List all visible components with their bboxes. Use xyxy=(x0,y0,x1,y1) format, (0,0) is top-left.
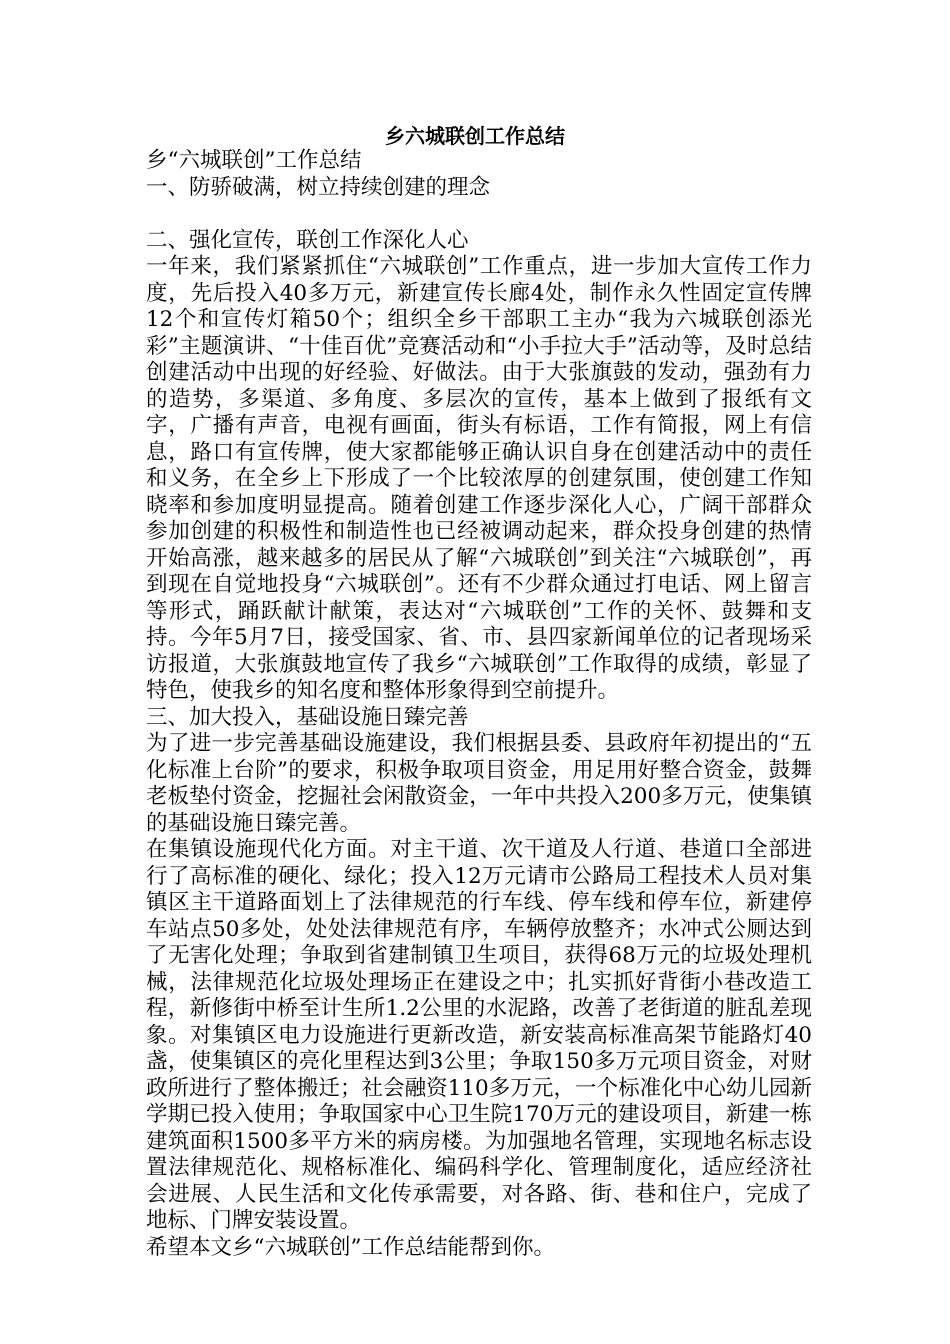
body-paragraph-publicity: 一年来，我们紧紧抓住“六城联创”工作重点，进一步加大宣传工作力度，先后投入40多万元，新建宣传长廊4处，制作永久性固定宣传牌12个和宣传灯箱50个；组织全乡干部职工主办“我为六城联创添光彩”主题演讲、“十佳百优”竞赛活动和“小手拉大手”活动等，及时总结创建活动中出现的好经验、好做法。由于大张旗鼓的发动，强劲有力的造势，多渠道、多角度、多层次的宣传，基本上做到了报纸有文字，广播有声音，电视有画面，街头有标语，工作有简报，网上有信息，路口有宣传牌，使大家都能够正确认识自身在创建活动中的责任和义务，在全乡上下形成了一个比较浓厚的创建氛围，使创建工作知晓率和参加度明显提高。随着创建工作逐步深化人心，广阔干部群众参加创建的积极性和制造性也已经被调动起来，群众投身创建的热情开始高涨，越来越多的居民从了解“六城联创”到关注“六城联创”，再到现在自觉地投身“六城联创”。还有不少群众通过打电话、网上留言等形式，踊跃献计献策，表达对“六城联创”工作的关怀、鼓舞和支持。今年5月7日，接受国家、省、市、县四家新闻单位的记者现场采访报道，大张旗鼓地宣传了我乡“六城联创”工作取得的成绩，彰显了特色，使我乡的知名度和整体形象得到空前提升。 xyxy=(146,254,813,703)
document-title: 乡六城联创工作总结 xyxy=(385,124,565,148)
closing-line: 希望本文乡“六城联创”工作总结能帮到你。 xyxy=(146,1234,555,1260)
body-paragraph-facilities: 在集镇设施现代化方面。对主干道、次干道及人行道、巷道口全部进行了高标准的硬化、绿化；投入12万元请市公路局工程技术人员对集镇区主干道路面划上了法律规范的行车线、停车线和停车位，新建停车站点50多处，处处法律规范有序，车辆停放整齐；水冲式公厕达到了无害化处理；争取到省建制镇卫生项目，获得68万元的垃圾处理机械，法律规范化垃圾处理场正在建设之中；扎实抓好背街小巷改造工程，新修街中桥至计生所1.2公里的水泥路，改善了老街道的脏乱差现象。对集镇区电力设施进行更新改造，新安装高标准高架节能路灯40盏，使集镇区的亮化里程达到3公里；争取150多万元项目资金，对财政所进行了整体搬迁；社会融资110多万元，一个标准化中心幼儿园新学期已投入使用；争取国家中心卫生院170万元的建设项目，新建一栋建筑面积1500多平方米的病房楼。为加强地名管理，实现地名标志设置法律规范化、规格标准化、编码科学化、管理制度化，适应经济社会进展、人民生活和文化传承需要，对各路、街、巷和住户，完成了地标、门牌安装设置。 xyxy=(146,837,812,1233)
blank-line xyxy=(146,201,812,228)
section-heading-1: 一、防骄破满，树立持续创建的理念 xyxy=(146,174,491,200)
subtitle-line: 乡“六城联创”工作总结 xyxy=(146,148,362,173)
section-heading-2: 二、强化宣传，联创工作深化人心 xyxy=(146,227,469,253)
body-paragraph-investment: 为了进一步完善基础设施建设，我们根据县委、县政府年初提出的“五化标准上台阶”的要求，积极争取项目资金，用足用好整合资金，鼓舞老板垫付资金，挖掘社会闲散资金，一年中共投入200多万元，使集镇的基础设施日臻完善。 xyxy=(146,731,812,836)
section-heading-3: 三、加大投入，基础设施日臻完善 xyxy=(146,704,469,730)
document-body xyxy=(146,148,812,1261)
